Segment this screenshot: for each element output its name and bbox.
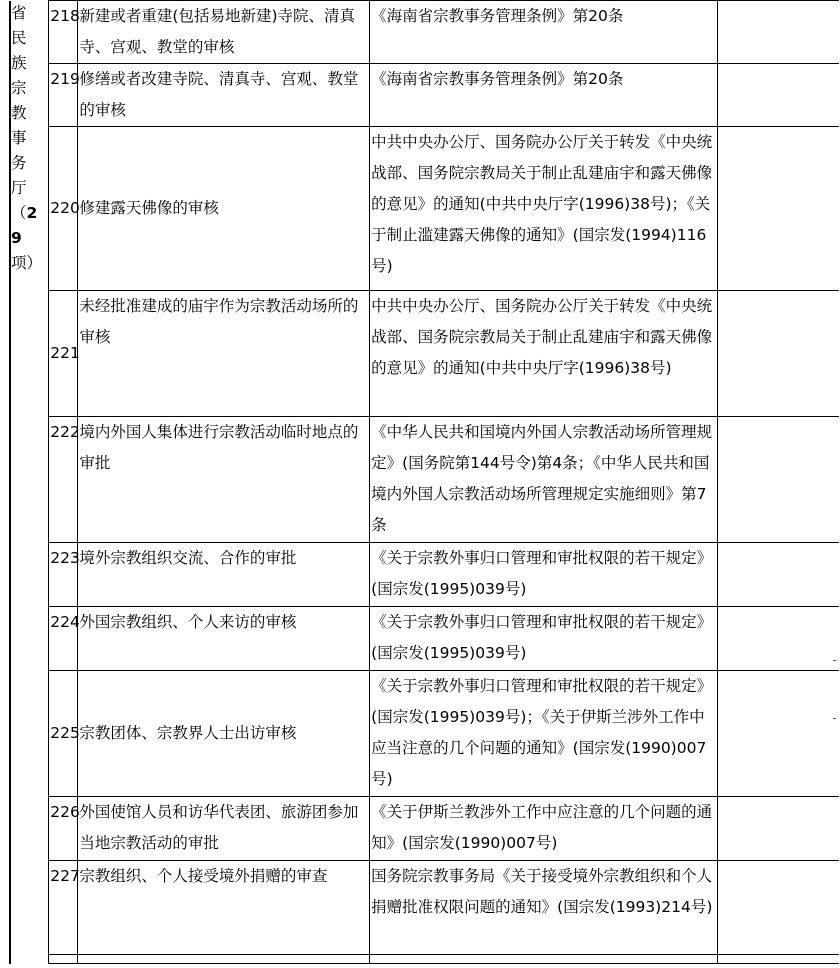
remark-cell	[718, 671, 839, 797]
empty-cell	[78, 955, 370, 964]
scan-mark	[833, 718, 836, 719]
legal-basis: 《关于伊斯兰教涉外工作中应注意的几个问题的通知》(国宗发(1990)007号)	[370, 797, 718, 861]
empty-cell	[370, 955, 718, 964]
department-name: 省民族宗教事务厅（	[11, 3, 27, 222]
item-number: 219	[49, 64, 78, 127]
legal-basis: 《关于宗教外事归口管理和审批权限的若干规定》(国宗发(1995)039号)	[370, 607, 718, 671]
scan-mark	[833, 660, 836, 661]
item-name: 宗教团体、宗教界人士出访审核	[78, 671, 370, 797]
item-name: 修建露天佛像的审核	[78, 127, 370, 291]
item-number: 226	[49, 797, 78, 861]
remark-cell	[718, 861, 839, 955]
legal-basis: 国务院宗教事务局《关于接受境外宗教组织和个人捐赠批准权限问题的通知》(国宗发(1993)214号)	[370, 861, 718, 955]
item-number: 224	[49, 607, 78, 671]
table-row	[10, 671, 839, 797]
remark-cell	[718, 291, 839, 417]
table-row	[10, 607, 839, 671]
remark-cell	[718, 1, 839, 64]
department-cell	[10, 1, 49, 964]
remark-cell	[718, 797, 839, 861]
table-row-partial	[10, 955, 839, 964]
department-label	[11, 1, 43, 276]
department-suffix: 项）	[11, 253, 43, 272]
legal-basis: 中共中央办公厅、国务院办公厅关于转发《中央统战部、国务院宗教局关于制止乱建庙宇和露天佛像的意见》的通知(中共中央厅字(1996)38号)；《关于制止滥建露天佛像的通知》(国宗发(1994)116号)	[370, 127, 718, 291]
legal-basis: 《中华人民共和国境内外国人宗教活动场所管理规定》(国务院第144号令)第4条；《中华人民共和国境内外国人宗教活动场所管理规定实施细则》第7条	[370, 417, 718, 543]
department-count: 29	[11, 203, 38, 247]
item-number: 225	[49, 671, 78, 797]
table-row	[10, 861, 839, 955]
item-name: 境外宗教组织交流、合作的审批	[78, 543, 370, 607]
item-name: 新建或者重建(包括易地新建)寺院、清真寺、宫观、教堂的审核	[78, 1, 370, 64]
legal-basis: 《关于宗教外事归口管理和审批权限的若干规定》(国宗发(1995)039号)；《关于伊斯兰涉外工作中应当注意的几个问题的通知》(国宗发(1990)007号)	[370, 671, 718, 797]
table-row	[10, 1, 839, 64]
table-row	[10, 291, 839, 417]
item-number: 221	[49, 291, 78, 417]
legal-basis: 《关于宗教外事归口管理和审批权限的若干规定》(国宗发(1995)039号)	[370, 543, 718, 607]
table-row	[10, 797, 839, 861]
item-number: 218	[49, 1, 78, 64]
item-number: 220	[49, 127, 78, 291]
table-row	[10, 127, 839, 291]
item-name: 宗教组织、个人接受境外捐赠的审查	[78, 861, 370, 955]
item-name: 境内外国人集体进行宗教活动临时地点的审批	[78, 417, 370, 543]
table-row	[10, 64, 839, 127]
empty-cell	[49, 955, 78, 964]
remark-cell	[718, 417, 839, 543]
item-name: 外国使馆人员和访华代表团、旅游团参加当地宗教活动的审批	[78, 797, 370, 861]
item-number: 227	[49, 861, 78, 955]
approval-items-table	[9, 0, 839, 964]
remark-cell	[718, 543, 839, 607]
item-name: 未经批准建成的庙宇作为宗教活动场所的审核	[78, 291, 370, 417]
remark-cell	[718, 64, 839, 127]
item-number: 222	[49, 417, 78, 543]
item-number: 223	[49, 543, 78, 607]
legal-basis: 《海南省宗教事务管理条例》第20条	[370, 64, 718, 127]
empty-cell	[718, 955, 839, 964]
item-name: 外国宗教组织、个人来访的审核	[78, 607, 370, 671]
table-row	[10, 543, 839, 607]
item-name: 修缮或者改建寺院、清真寺、宫观、教堂的审核	[78, 64, 370, 127]
remark-cell	[718, 607, 839, 671]
legal-basis: 《海南省宗教事务管理条例》第20条	[370, 1, 718, 64]
table-row	[10, 417, 839, 543]
legal-basis: 中共中央办公厅、国务院办公厅关于转发《中央统战部、国务院宗教局关于制止乱建庙宇和露天佛像的意见》的通知(中共中央厅字(1996)38号)	[370, 291, 718, 417]
remark-cell	[718, 127, 839, 291]
